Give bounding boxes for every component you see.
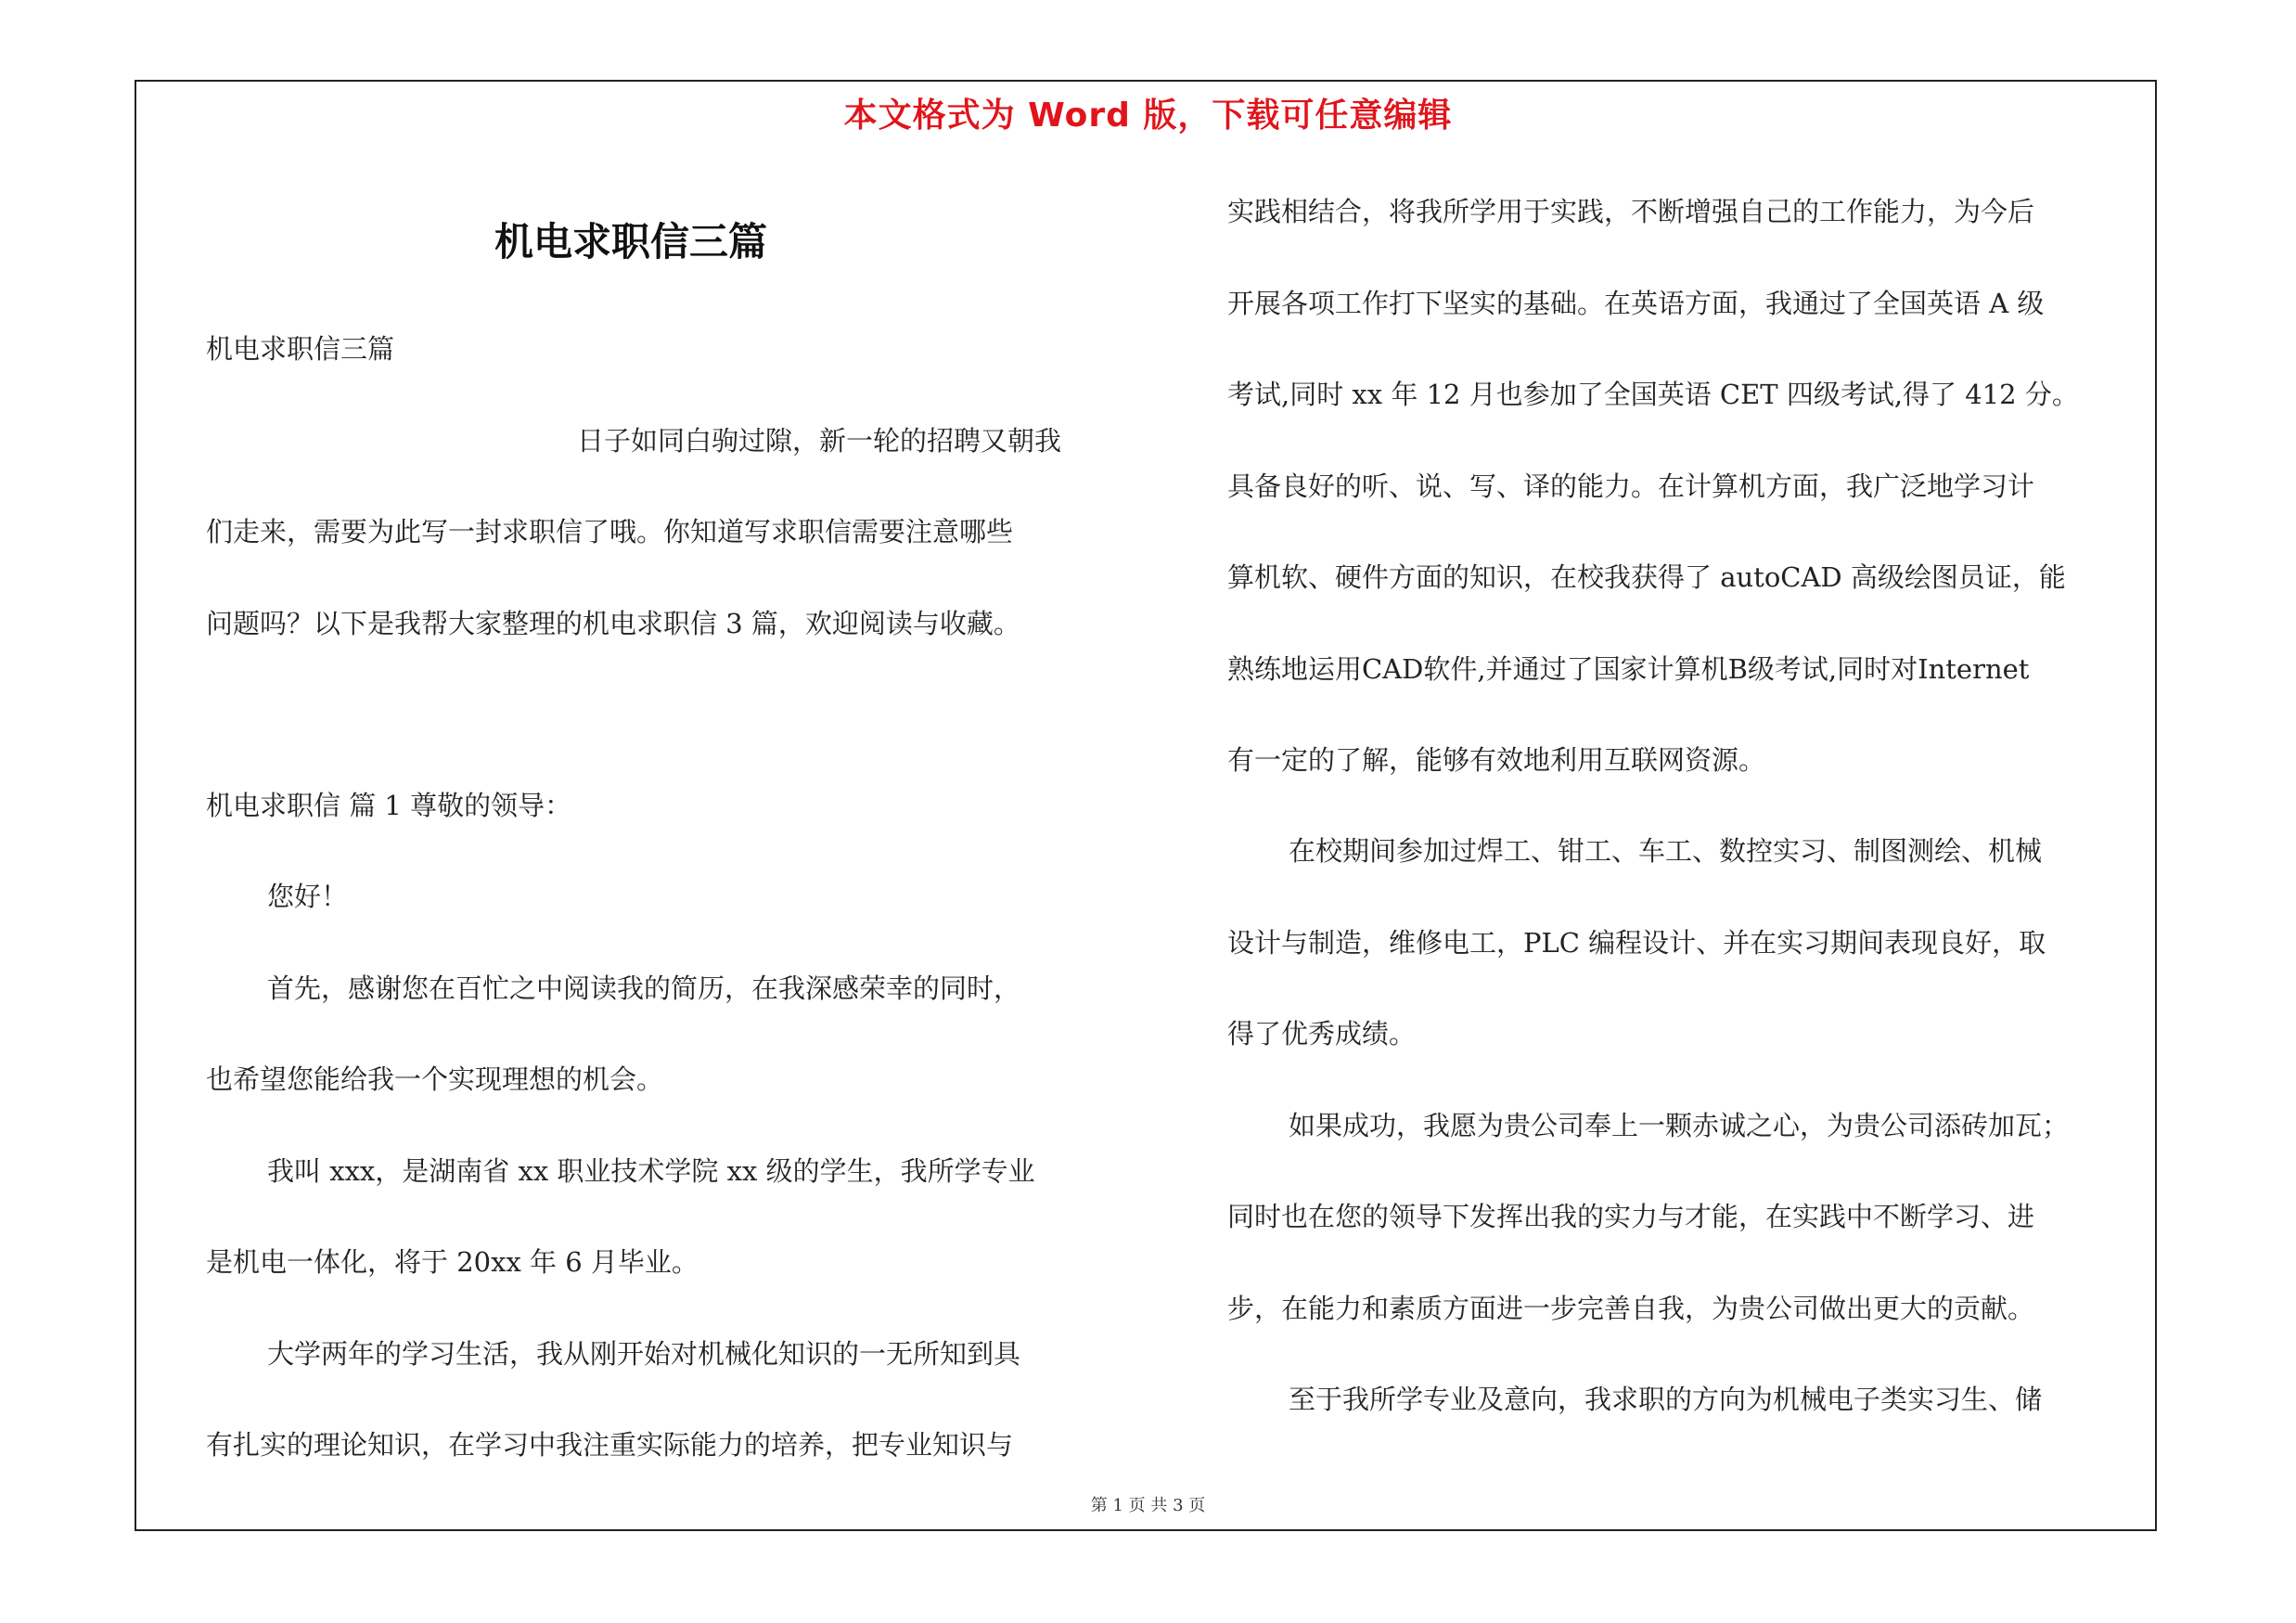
subtitle: 机电求职信三篇	[206, 333, 395, 365]
paragraph-line: 开展各项工作打下坚实的基础。在英语方面，我通过了全国英语 A 级	[1227, 288, 2045, 319]
paragraph-line: 也希望您能给我一个实现理想的机会。	[206, 1063, 664, 1095]
paragraph-line: 有一定的了解，能够有效地利用互联网资源。	[1227, 744, 1766, 776]
paragraph-line: 我叫 xxx，是湖南省 xx 职业技术学院 xx 级的学生，我所学专业	[267, 1155, 1035, 1187]
word-format-banner: 本文格式为 Word 版，下载可任意编辑	[843, 97, 1453, 135]
document-title: 机电求职信三篇	[494, 219, 767, 264]
paragraph-line: 得了优秀成绩。	[1227, 1018, 1417, 1050]
intro-line: 们走来，需要为此写一封求职信了哦。你知道写求职信需要注意哪些	[206, 516, 1014, 547]
paragraph-line: 具备良好的听、说、写、译的能力。在计算机方面，我广泛地学习计	[1227, 470, 2035, 502]
paragraph-line: 考试,同时 xx 年 12 月也参加了全国英语 CET 四级考试,得了 412 分。	[1227, 379, 2079, 410]
paragraph-line: 同时也在您的领导下发挥出我的实力与才能，在实践中不断学习、进	[1227, 1201, 2035, 1232]
paragraph-line: 大学两年的学习生活，我从刚开始对机械化知识的一无所知到具	[267, 1338, 1021, 1370]
paragraph-line: 实践相结合，将我所学用于实践，不断增强自己的工作能力，为今后	[1227, 196, 2035, 227]
paragraph-line: 熟练地运用CAD软件,并通过了国家计算机B级考试,同时对Internet	[1227, 653, 2030, 685]
paragraph-line: 在校期间参加过焊工、钳工、车工、数控实习、制图测绘、机械	[1289, 835, 2043, 867]
paragraph-line: 是机电一体化，将于 20xx 年 6 月毕业。	[206, 1246, 699, 1278]
paragraph-line: 至于我所学专业及意向，我求职的方向为机械电子类实习生、储	[1289, 1384, 2043, 1415]
letter-heading: 机电求职信 篇 1 尊敬的领导：	[206, 790, 572, 821]
paragraph-line: 设计与制造，维修电工，PLC 编程设计、并在实习期间表现良好，取	[1227, 927, 2046, 959]
paragraph-line: 如果成功，我愿为贵公司奉上一颗赤诚之心，为贵公司添砖加瓦；	[1289, 1110, 2070, 1141]
intro-line: 日子如同白驹过隙，新一轮的招聘又朝我	[577, 425, 1062, 457]
paragraph-line: 有扎实的理论知识，在学习中我注重实际能力的培养，把专业知识与	[206, 1429, 1014, 1461]
page-number-footer: 第 1 页 共 3 页	[1090, 1496, 1206, 1515]
greeting: 您好！	[267, 881, 349, 912]
paragraph-line: 算机软、硬件方面的知识，在校我获得了 autoCAD 高级绘图员证，能	[1227, 561, 2066, 593]
intro-line: 问题吗？以下是我帮大家整理的机电求职信 3 篇，欢迎阅读与收藏。	[206, 608, 1020, 639]
paragraph-line: 步，在能力和素质方面进一步完善自我，为贵公司做出更大的贡献。	[1227, 1293, 2035, 1324]
paragraph-line: 首先，感谢您在百忙之中阅读我的简历，在我深感荣幸的同时，	[267, 973, 1021, 1004]
